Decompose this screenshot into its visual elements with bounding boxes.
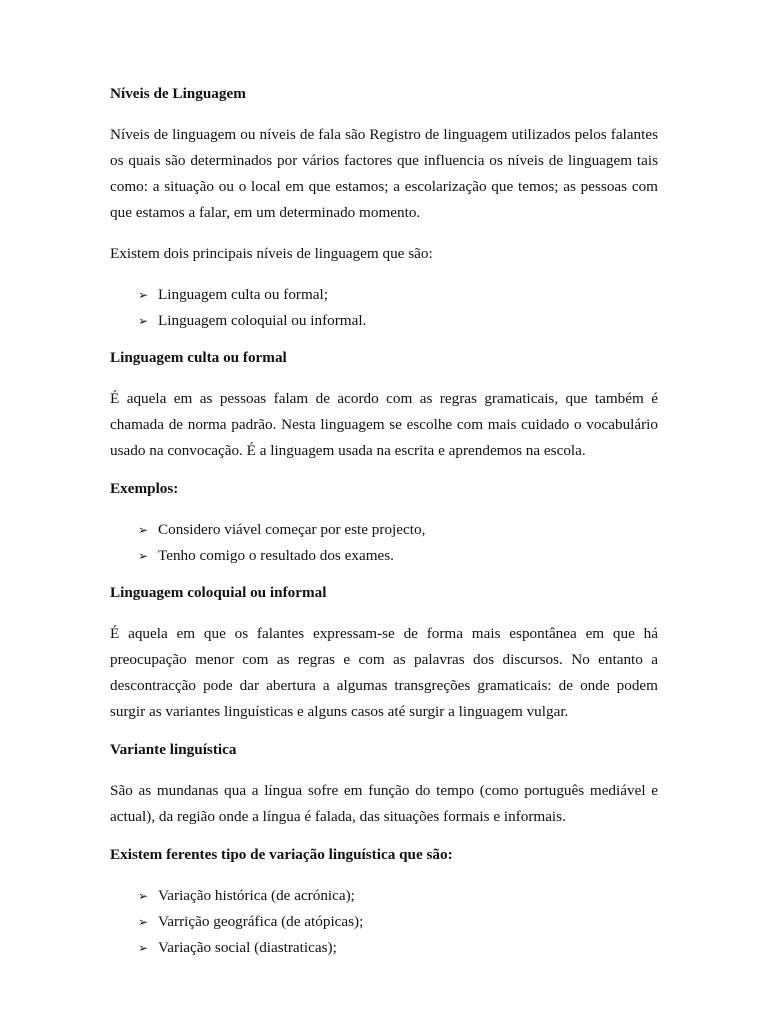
arrow-bullet-icon: ➢ bbox=[138, 941, 149, 955]
arrow-bullet-icon: ➢ bbox=[138, 549, 149, 563]
examples-list bbox=[110, 517, 658, 569]
list-item bbox=[138, 282, 658, 308]
list-item bbox=[138, 909, 658, 935]
informal-paragraph: É aquela em que os falantes expressam-se de forma mais espontânea em que há preocupação menor com as regras e com as palavras dos discursos. No entanto a descontracção pode dar abertura a algumas transgreções gramaticais: de onde podem surgir as variantes linguísticas e alguns casos até surgir a linguagem vulgar. bbox=[110, 625, 658, 720]
formal-paragraph: É aquela em as pessoas falam de acordo com as regras gramaticais, que também é chamada de norma padrão. Nesta linguagem se escolhe com mais cuidado o vocabulário usado na convocação. É a linguagem usada na escrita e aprendemos na escola. bbox=[110, 390, 658, 459]
list-item bbox=[138, 517, 658, 543]
examples-heading: Exemplos: bbox=[110, 480, 179, 497]
list-item bbox=[138, 935, 658, 961]
arrow-bullet-icon: ➢ bbox=[138, 889, 149, 903]
variations-heading: Existem ferentes tipo de variação linguística que são: bbox=[110, 846, 453, 863]
list-item-text: Tenho comigo o resultado dos exames. bbox=[158, 547, 394, 564]
list-item-text: Considero viável começar por este projecto, bbox=[158, 521, 426, 538]
arrow-bullet-icon: ➢ bbox=[138, 523, 149, 537]
informal-heading: Linguagem coloquial ou informal bbox=[110, 584, 327, 601]
list-item-text: Variação histórica (de acrónica); bbox=[158, 887, 355, 904]
list-item-text: Variação social (diastraticas); bbox=[158, 939, 337, 956]
variations-list bbox=[110, 883, 658, 961]
list-item-text: Linguagem culta ou formal; bbox=[158, 286, 328, 303]
list-item bbox=[138, 543, 658, 569]
variant-paragraph: São as mundanas qua a língua sofre em função do tempo (como português mediável e actual), da região onde a língua é falada, das situações formais e informais. bbox=[110, 782, 658, 825]
arrow-bullet-icon: ➢ bbox=[138, 314, 149, 328]
intro-paragraph: Níveis de linguagem ou níveis de fala são Registro de linguagem utilizados pelos falantes os quais são determinados por vários factores que influencia os níveis de linguagem tais como: a situação ou o local em que estamos; a escolarização que temos; as pessoas com que estamos a falar, em um determinado momento. bbox=[110, 126, 658, 221]
list-item-text: Linguagem coloquial ou informal. bbox=[158, 312, 367, 329]
formal-heading: Linguagem culta ou formal bbox=[110, 349, 287, 366]
list-item bbox=[138, 308, 658, 334]
document-title: Níveis de Linguagem bbox=[110, 85, 246, 102]
levels-intro: Existem dois principais níveis de linguagem que são: bbox=[110, 245, 433, 262]
variant-heading: Variante linguística bbox=[110, 741, 237, 758]
arrow-bullet-icon: ➢ bbox=[138, 915, 149, 929]
list-item bbox=[138, 883, 658, 909]
arrow-bullet-icon: ➢ bbox=[138, 288, 149, 302]
levels-list bbox=[110, 282, 658, 334]
list-item-text: Varrição geográfica (de atópicas); bbox=[158, 913, 364, 930]
